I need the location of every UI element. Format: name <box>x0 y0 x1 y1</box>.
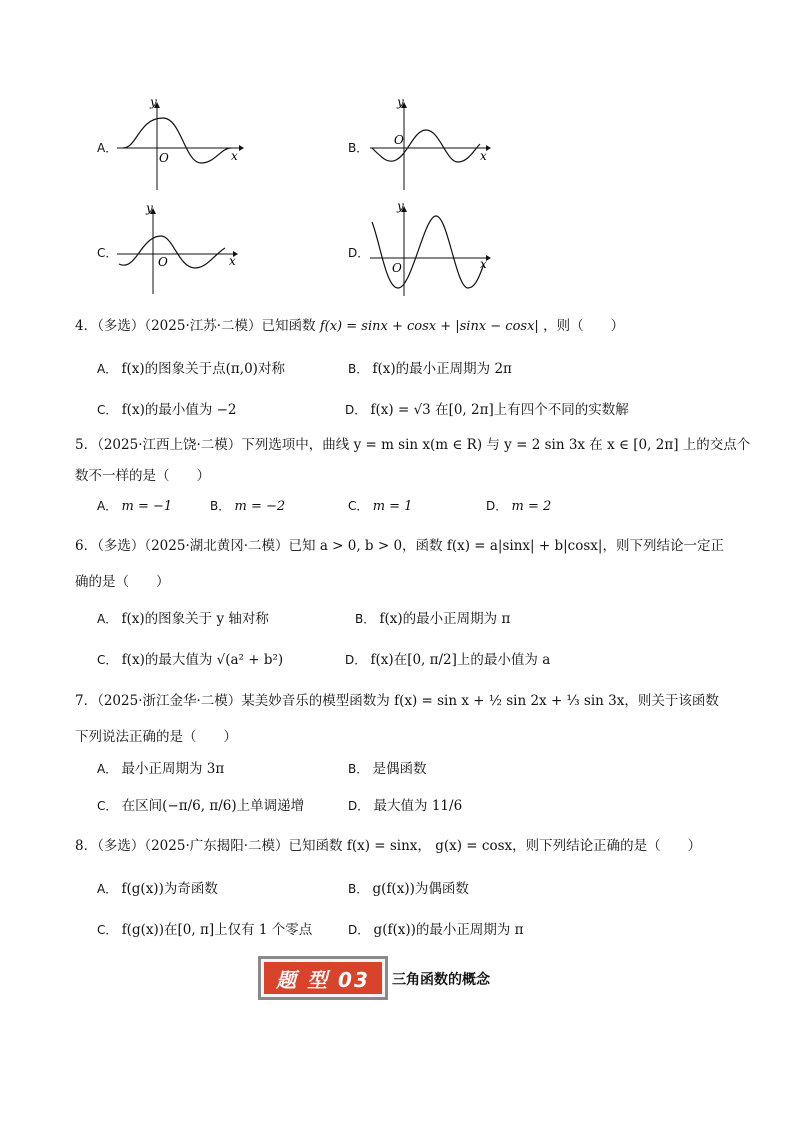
question-6-option-c: C． f(x)的最大值为 √(a² + b²) <box>97 652 284 668</box>
question-5-option-c: C． m = 1 <box>348 499 413 514</box>
question-4-head: 4．（多选）（2025·江苏·二模）已知函数 <box>75 318 316 334</box>
graph-c-option-label: C． <box>97 246 118 260</box>
question-8-option-d: D． g(f(x))的最小正周期为 π <box>348 922 524 938</box>
section-badge-text: 题 型 03 <box>276 967 370 992</box>
graph-a-option-label: A． <box>97 141 118 155</box>
graph-c-y-label: y <box>146 202 153 215</box>
question-5-line-1: 5．（2025·江西上饶·二模）下列选项中，曲线 y = m sin x(m ∈ R) 与 y = 2 sin 3x 在 x ∈ [0, 2π] 上的交点个 <box>75 437 751 453</box>
question-7-line-2: 下列说法正确的是（ ） <box>75 729 237 745</box>
graph-d-origin-label: O <box>392 261 402 275</box>
question-5-option-d: D． m = 2 <box>486 499 552 514</box>
question-4-option-a: A． f(x)的图象关于点(π,0)对称 <box>97 361 285 377</box>
graph-c-origin-label: O <box>158 255 168 269</box>
question-7-option-d: D． 最大值为 11/6 <box>348 798 463 814</box>
section-badge <box>258 956 388 1000</box>
graph-d-plot <box>368 202 498 298</box>
question-5-option-a: A． m = −1 <box>97 499 173 514</box>
graph-a-x-label: x <box>231 149 238 163</box>
question-7-line-1: 7．（2025·浙江金华·二模）某美妙音乐的模型函数为 f(x) = sin x + ½ sin 2x + ⅓ sin 3x，则关于该函数 <box>75 693 719 709</box>
question-4-expr: f(x) = sinx + cosx + |sinx − cosx| <box>319 319 539 334</box>
question-8-option-a: A． f(g(x))为奇函数 <box>97 881 218 897</box>
graph-c-x-label: x <box>229 254 236 268</box>
question-7-option-c: C． 在区间(−π/6, π/6)上单调递增 <box>97 798 305 814</box>
question-6-line-1: 6．（多选）（2025·湖北黄冈·二模）已知 a > 0, b > 0，函数 f(x) = a|sinx| + b|cosx|，则下列结论一定正 <box>75 538 724 554</box>
graph-b-y-label: y <box>397 98 404 109</box>
graph-d-option-label: D． <box>348 246 370 260</box>
question-6-line-2: 确的是（ ） <box>75 574 170 590</box>
question-7-option-a: A． 最小正周期为 3π <box>97 761 225 777</box>
graph-b-x-label: x <box>480 149 487 163</box>
question-7-option-b: B． 是偶函数 <box>348 761 427 777</box>
question-4-option-d: D． f(x) = √3 在[0, 2π]上有四个不同的实数解 <box>345 402 629 418</box>
question-4-stem <box>75 314 624 334</box>
question-5-option-b: B． m = −2 <box>210 499 286 514</box>
graph-d-y-label: y <box>397 202 404 213</box>
question-4-option-b: B． f(x)的最小正周期为 2π <box>348 361 512 377</box>
question-6-option-d: D． f(x)在[0, π/2]上的最小值为 a <box>345 652 551 668</box>
question-4-tail: ，则（ ） <box>543 318 625 334</box>
graph-a-plot <box>115 98 245 194</box>
graph-b-origin-label: O <box>394 133 404 147</box>
section-title: 三角函数的概念 <box>392 972 490 988</box>
graph-b-option-label: B． <box>348 141 369 155</box>
question-6-option-a: A． f(x)的图象关于 y 轴对称 <box>97 611 269 627</box>
question-8-option-c: C． f(g(x))在[0, π]上仅有 1 个零点 <box>97 922 313 938</box>
graph-b-plot <box>368 98 498 194</box>
question-6-option-b: B． f(x)的最小正周期为 π <box>355 611 511 627</box>
question-5-line-2: 数不一样的是（ ） <box>75 468 210 484</box>
question-8-line-1: 8．（多选）（2025·广东揭阳·二模）已知函数 f(x) = sinx， g(x) = cosx，则下列结论正确的是（ ） <box>75 838 702 854</box>
graph-a-origin-label: O <box>159 151 169 165</box>
question-8-option-b: B． g(f(x))为偶函数 <box>348 881 469 897</box>
graph-c-plot <box>115 202 245 298</box>
graph-a-y-label: y <box>150 98 157 109</box>
question-4-option-c: C． f(x)的最小值为 −2 <box>97 402 237 418</box>
graph-d-x-label: x <box>480 257 487 271</box>
